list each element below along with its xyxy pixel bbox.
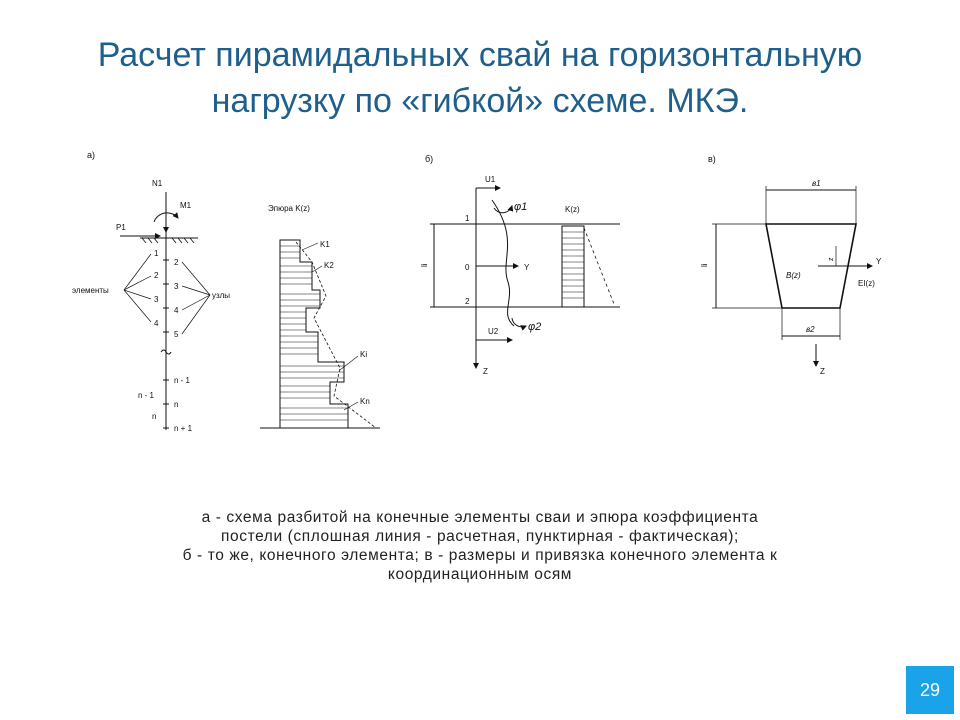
b-phi1-label: φ1: [514, 201, 528, 213]
caption-line1: а - схема разбитой на конечные элементы сваи и эпюра коэффициента: [201, 509, 759, 526]
panel-v-label: в): [708, 154, 716, 164]
caption-line3: б - то же, конечного элемента; в - размеры и привязка конечного элемента к: [182, 547, 778, 564]
b-li-label: li: [420, 263, 429, 267]
bottom-right-n: n: [174, 400, 179, 409]
epure-hatch: [280, 246, 348, 420]
bottom-right-n-1: n - 1: [174, 376, 191, 385]
v-b2-label: в2: [806, 325, 815, 334]
bottom-left-n-1: n - 1: [138, 391, 155, 400]
v-bz-label: B(z): [786, 271, 801, 280]
kn-leader: [344, 402, 358, 410]
slide-title-line1: Расчет пирамидальных свай на горизонтальную: [97, 36, 863, 74]
caption-line4: координационным осям: [387, 566, 573, 583]
v-y-label: Y: [876, 257, 882, 266]
bottom-right-n1: n + 1: [174, 424, 193, 433]
slide-title-line2: нагрузку по «гибкой» схеме. МКЭ.: [211, 82, 749, 120]
elements-label: элементы: [72, 286, 109, 295]
node-num-3: 3: [174, 282, 179, 291]
panel-b: [420, 154, 620, 376]
nodes-label: узлы: [212, 291, 230, 300]
v-eiz-label: EI(z): [858, 279, 875, 288]
b-kz-hatch: [562, 232, 584, 298]
nodes-leaders: [182, 262, 210, 334]
panel-a: [72, 150, 380, 433]
panel-b-label: б): [425, 154, 434, 164]
node-num-4: 4: [174, 306, 179, 315]
v-z-label: Z: [820, 367, 825, 376]
b-node-2: 2: [465, 297, 470, 306]
k1-leader: [302, 243, 318, 250]
n1-label: N1: [152, 179, 163, 188]
b-kz-actual: [584, 228, 614, 304]
b-kz-label: K(z): [565, 205, 580, 214]
caption-line2: постели (сплошная линия - расчетная, пунктирная - фактическая);: [221, 528, 739, 545]
b-node-0: 0: [465, 263, 470, 272]
p1-label: P1: [116, 223, 126, 232]
node-num-5: 5: [174, 330, 179, 339]
epure-outline: [280, 240, 348, 428]
ground-hatch: [142, 238, 194, 243]
b-y-label: Y: [524, 263, 530, 272]
b-u1-label: U1: [485, 175, 496, 184]
b-z-label: Z: [483, 367, 488, 376]
figure-caption: [100, 508, 860, 584]
ki-leader: [340, 356, 358, 370]
v-z-small-label: z: [828, 257, 835, 261]
m1-label: M1: [180, 201, 192, 210]
panel-v: [700, 154, 882, 376]
ki-label: Ki: [360, 350, 368, 359]
b-node-1: 1: [465, 214, 470, 223]
epure-label: Эпюра K(z): [268, 204, 310, 213]
kn-label: Kn: [360, 397, 370, 406]
k1-label: K1: [320, 240, 330, 249]
k2-leader: [312, 266, 322, 272]
b-u2-label: U2: [488, 327, 499, 336]
v-li-label: li: [700, 263, 709, 267]
b-phi2-label: φ2: [528, 321, 542, 333]
elements-leaders: [124, 254, 151, 322]
element-num-4: 4: [154, 319, 159, 328]
panel-a-label: а): [87, 150, 96, 160]
element-num-1: 1: [154, 249, 159, 258]
page-number-badge: 29: [906, 666, 954, 714]
k2-label: K2: [324, 261, 334, 270]
element-num-3: 3: [154, 295, 159, 304]
epure-kz: [260, 240, 380, 428]
bottom-left-n: n: [152, 412, 157, 421]
node-num-2: 2: [174, 258, 179, 267]
v-b1-label: в1: [812, 179, 821, 188]
element-num-2: 2: [154, 271, 159, 280]
